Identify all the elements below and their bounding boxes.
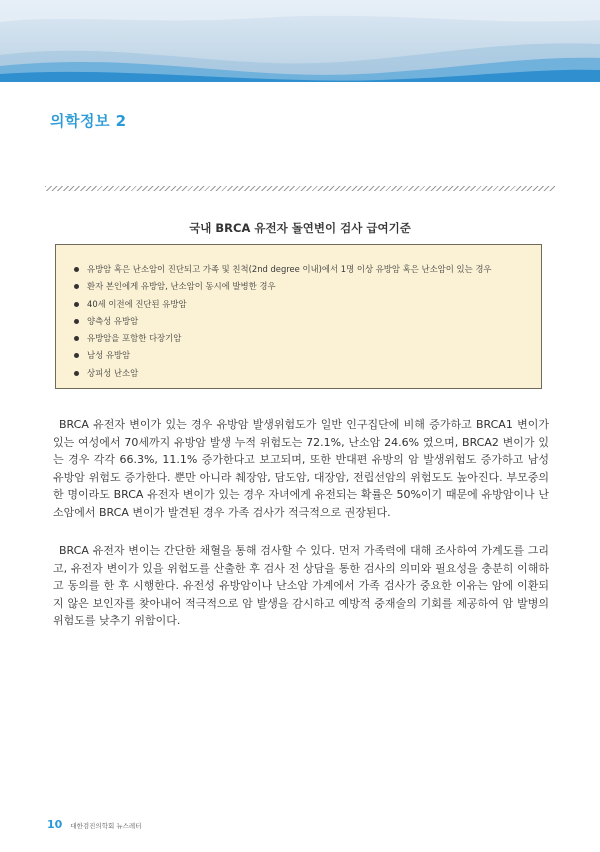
body-paragraph-1: BRCA 유전자 변이가 있는 경우 유방암 발생위험도가 일반 인구집단에 비해 증가하고 BRCA1 변이가 있는 여성에서 70세까지 유방암 발생 누적 위험도는 72.1%, 난소암 24.6% 였으며, BRCA2 변이가 있는 경우 각각 66.3%, 11.1% 증가한다고 보고되며, 또한 반대편 유방의 암 발생위험도 증가하고 남성 유방암 위험도 증가한다. 뿐만 아니라 췌장암, 담도암, 대장암, 전립선암의 위험도도 높아진다. 부모중의 한 명이라도 BRCA 유전자 변이가 있는 경우 자녀에게 유전되는 확률은 50%이기 때문에 유방암이나 난소암에서 BRCA 변이가 발견된 경우 가족 검사가 적극적으로 권장된다. <box>53 418 549 519</box>
bullet-icon <box>74 353 79 358</box>
bullet-icon <box>74 336 79 341</box>
body-paragraph-2: BRCA 유전자 변이는 간단한 채혈을 통해 검사할 수 있다. 먼저 가족력에 대해 조사하여 가계도를 그리고, 유전자 변이가 있을 위험도를 산출한 후 검사 전 상담을 통한 검사의 의미와 필요성을 충분히 이해하고 동의를 한 후 시행한다. 유전성 유방암이나 난소암 가계에서 가족 검사가 중요한 이유는 암에 이환되지 않은 보인자를 찾아내어 적극적으로 암 발생을 감시하고 예방적 중재술의 기회를 제공하여 암 발병의 위험도를 낮추기 위함이다. <box>53 544 549 628</box>
box-title: 국내 BRCA 유전자 돌연변이 검사 급여기준 <box>189 221 411 235</box>
bullet-icon <box>74 302 79 307</box>
criteria-item: 남성 유방암 <box>74 347 527 364</box>
criteria-item: 유방암을 포함한 다장기암 <box>74 330 527 347</box>
criteria-item: 환자 본인에게 유방암, 난소암이 동시에 발병한 경우 <box>74 278 527 295</box>
criteria-item: 40세 이전에 진단된 유방암 <box>74 296 527 313</box>
criteria-list <box>74 261 527 382</box>
page-footer <box>47 818 141 831</box>
criteria-box <box>55 244 542 389</box>
criteria-item: 유방암 혹은 난소암이 진단되고 가족 및 친척(2nd degree 이내)에서 1명 이상 유방암 혹은 난소암이 있는 경우 <box>74 261 527 278</box>
header-band <box>0 0 600 82</box>
bullet-icon <box>74 267 79 272</box>
section-title: 의학정보 2 <box>50 112 127 130</box>
publication-name: 대한검진의학회 뉴스레터 <box>70 822 142 830</box>
criteria-item: 양측성 유방암 <box>74 313 527 330</box>
wave-decoration <box>0 0 600 82</box>
bullet-icon <box>74 371 79 376</box>
bullet-icon <box>74 284 79 289</box>
hatched-divider <box>45 186 555 191</box>
page-number: 10 <box>47 818 63 831</box>
bullet-icon <box>74 319 79 324</box>
criteria-item: 상피성 난소암 <box>74 365 527 382</box>
